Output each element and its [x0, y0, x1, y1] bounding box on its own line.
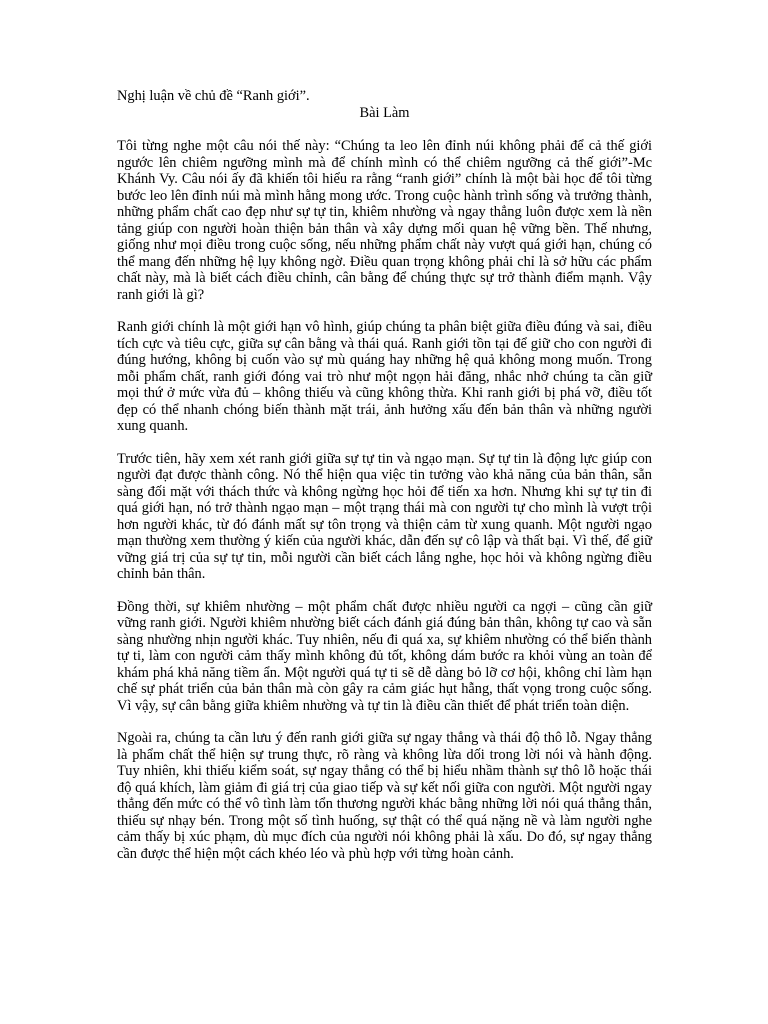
document-page: [117, 88, 652, 878]
paragraph-humility: Đồng thời, sự khiêm nhường – một phẩm chất được nhiều người ca ngợi – cũng cần giữ vững ranh giới. Người khiêm nhường biết cách đánh giá đúng bản thân, không tự cao và sẵn sàng nhường nhịn người khác. Tuy nhiên, nếu đi quá xa, sự khiêm nhường có thể biến thành tự ti, làm con người cảm thấy mình không đủ tốt, không dám bước ra khỏi vùng an toàn để khám phá khả năng tiềm ẩn. Một người quá tự ti sẽ dễ dàng bỏ lỡ cơ hội, không chỉ làm hạn chế sự phát triển của bản thân mà còn gây ra cảm giác hụt hẫng, thất vọng trong cuộc sống. Vì vậy, sự cân bằng giữa khiêm nhường và tự tin là điều cần thiết để phát triển toàn diện.: [117, 598, 652, 714]
paragraph-confidence: Trước tiên, hãy xem xét ranh giới giữa sự tự tin và ngạo mạn. Sự tự tin là động lực giúp con người đạt được thành công. Nó thể hiện qua việc tin tưởng vào khả năng của bản thân, sẵn sàng đối mặt với thách thức và không ngừng học hỏi để tiến xa hơn. Nhưng khi sự tự tin đi quá giới hạn, nó trở thành ngạo mạn – một trạng thái mà con người tự cho mình là vượt trội hơn người khác, từ đó đánh mất sự tôn trọng và thiện cảm từ xung quanh. Một người ngạo mạn thường xem thường ý kiến của người khác, dẫn đến sự cô lập và thất bại. Vì thế, để giữ vững giá trị của sự tự tin, mỗi người cần biết cách lắng nghe, học hỏi và không ngừng điều chỉnh bản thân.: [117, 450, 652, 582]
paragraph-intro: Tôi từng nghe một câu nói thế này: “Chúng ta leo lên đỉnh núi không phải để cả thế giới ngước lên chiêm ngưỡng mình mà để chính mình có thể chiêm ngưỡng cả thế giới”-Mc Khánh Vy. Câu nói ấy đã khiến tôi hiểu ra rằng “ranh giới” chính là một bài học để tôi từng bước leo lên đỉnh núi mà mình hằng mong ước. Trong cuộc hành trình sống và trưởng thành, những phẩm chất cao đẹp như sự tự tin, khiêm nhường và ngay thẳng luôn được xem là nền tảng giúp con người hoàn thiện bản thân và xây dựng mối quan hệ vững bền. Thế nhưng, giống như mọi điều trong cuộc sống, nếu những phẩm chất này vượt quá giới hạn, chúng có thể mang đến những hệ lụy không ngờ. Điều quan trọng không phải chỉ là sở hữu các phẩm chất này, mà là biết cách điều chỉnh, cân bằng để chúng thực sự trở thành điểm mạnh. Vậy ranh giới là gì?: [117, 138, 652, 303]
document-subtitle: Bài Làm: [359, 104, 410, 121]
document-heading: Nghị luận về chủ đề “Ranh giới”.: [117, 88, 310, 104]
paragraph-honesty: Ngoài ra, chúng ta cần lưu ý đến ranh giới giữa sự ngay thẳng và thái độ thô lỗ. Ngay thẳng là phẩm chất thể hiện sự trung thực, rõ ràng và không lừa dối trong lời nói và hành động. Tuy nhiên, khi thiếu kiểm soát, sự ngay thẳng có thể bị hiểu nhầm thành sự thô lỗ hoặc thái độ quá khích, làm giảm đi giá trị của giao tiếp và sự kết nối giữa con người. Một người ngay thẳng đến mức có thể vô tình làm tổn thương người khác bằng những lời nói quá thẳng thắn, thiếu sự nhạy bén. Trong một số tình huống, sự thật có thể quá nặng nề và làm người nghe cảm thấy bị xúc phạm, dù mục đích của người nói không phải là xấu. Do đó, sự ngay thẳng cần được thể hiện một cách khéo léo và phù hợp với từng hoàn cảnh.: [117, 730, 652, 862]
paragraph-definition: Ranh giới chính là một giới hạn vô hình, giúp chúng ta phân biệt giữa điều đúng và sai, điều tích cực và tiêu cực, giữa sự cân bằng và thái quá. Ranh giới tồn tại để giữ cho con người đi đúng hướng, không bị cuốn vào sự mù quáng hay những hệ quả không mong muốn. Trong mỗi phẩm chất, ranh giới đóng vai trò như một ngọn hải đăng, nhắc nhở chúng ta cần giữ mọi thứ ở mức vừa đủ – không thiếu và cũng không thừa. Khi ranh giới bị phá vỡ, điều tốt đẹp có thể nhanh chóng biến thành mặt trái, ảnh hưởng xấu đến bản thân và những người xung quanh.: [117, 319, 652, 434]
